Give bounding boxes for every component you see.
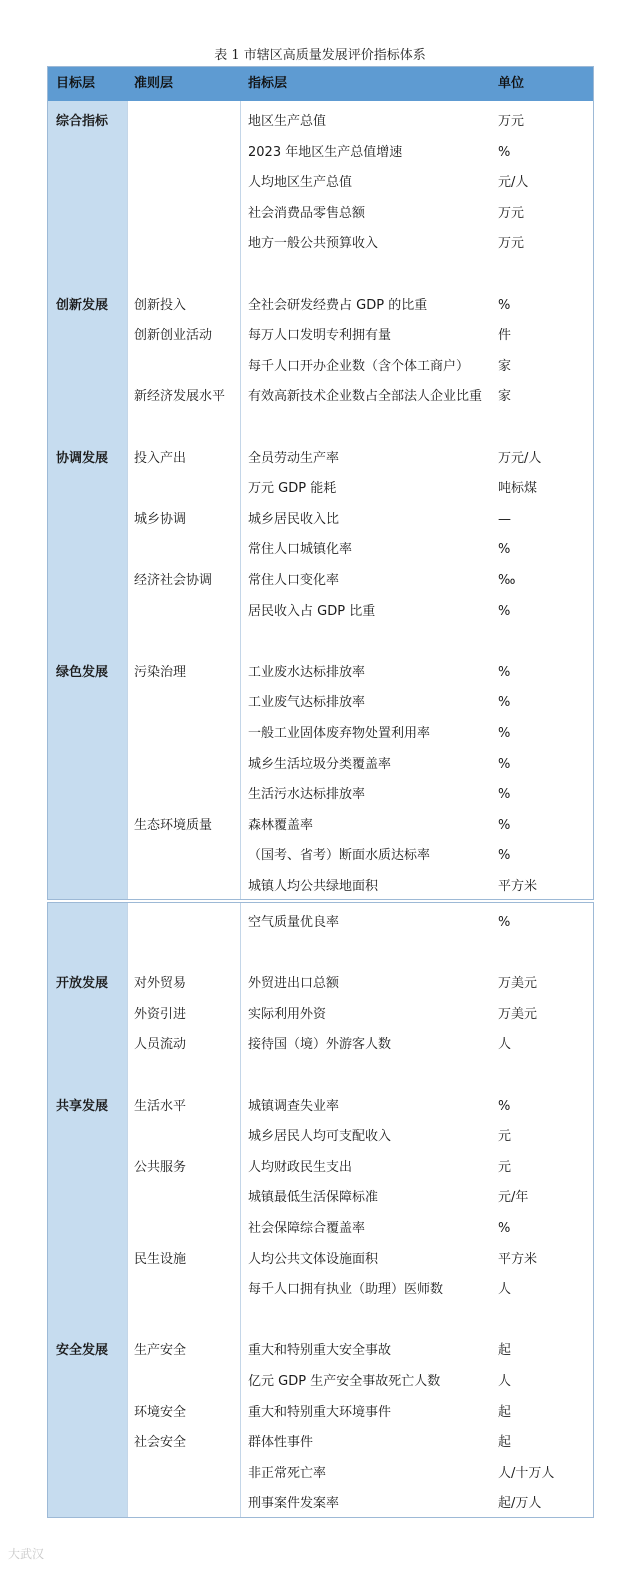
unit-cell — [498, 260, 588, 290]
table-row — [48, 444, 593, 474]
unit-cell: % — [498, 542, 511, 558]
target-cell — [56, 229, 126, 259]
table-row — [48, 1459, 593, 1489]
indicator-cell: 常住人口城镇化率 — [248, 542, 353, 558]
table-row — [48, 872, 593, 902]
target-cell — [56, 1459, 126, 1489]
table-row — [48, 1122, 593, 1152]
indicator-cell: 2023 年地区生产总值增速 — [248, 144, 403, 160]
watermark-logo — [8, 1545, 44, 1562]
indicator-cell: 居民收入占 GDP 比重 — [248, 603, 376, 619]
unit-cell: % — [498, 848, 511, 864]
indicator-cell: 重大和特别重大安全事故 — [248, 1343, 392, 1359]
target-cell — [56, 199, 126, 229]
target-cell — [56, 939, 126, 969]
unit-cell: % — [498, 297, 511, 313]
target-cell — [56, 597, 126, 627]
criteria-cell — [134, 1306, 238, 1336]
target-cell — [56, 1275, 126, 1305]
indicator-cell: 重大和特别重大环境事件 — [248, 1404, 392, 1420]
unit-cell: 元 — [498, 1129, 512, 1145]
table-row — [48, 1428, 593, 1458]
table-row — [48, 969, 593, 999]
indicator-cell — [248, 939, 488, 969]
indicator-cell: 地方一般公共预算收入 — [248, 236, 379, 252]
criteria-cell: 经济社会协调 — [134, 573, 213, 588]
indicator-cell: 刑事案件发案率 — [248, 1496, 340, 1512]
table-row — [48, 908, 593, 938]
table-row — [48, 1275, 593, 1305]
indicator-cell: 城镇调查失业率 — [248, 1098, 340, 1114]
unit-cell: 万元/人 — [498, 450, 542, 466]
criteria-cell: 人员流动 — [134, 1037, 187, 1053]
unit-cell: 起 — [498, 1343, 512, 1359]
unit-cell: 人/十万人 — [498, 1465, 555, 1481]
indicator-cell: 空气质量优良率 — [248, 915, 340, 930]
table-row — [48, 138, 593, 168]
indicator-cell: 接待国（境）外游客人数 — [248, 1037, 392, 1053]
target-cell — [56, 168, 126, 198]
indicator-cell — [248, 627, 488, 657]
criteria-cell — [134, 1275, 238, 1305]
target-cell — [56, 1367, 126, 1397]
unit-cell: % — [498, 603, 511, 619]
target-cell — [56, 474, 126, 504]
table-row — [48, 811, 593, 841]
target-cell — [56, 719, 126, 749]
table-header — [48, 67, 593, 101]
criteria-cell — [134, 1183, 238, 1213]
unit-cell: 万元 — [498, 114, 525, 129]
header-indicator: 指标层 — [248, 76, 288, 91]
indicator-cell: 城乡生活垃圾分类覆盖率 — [248, 756, 392, 772]
target-cell — [56, 566, 126, 596]
table-row — [48, 382, 593, 412]
unit-cell: 人 — [498, 1037, 512, 1053]
table-row — [48, 750, 593, 780]
unit-cell: 起/万人 — [498, 1496, 542, 1512]
criteria-cell: 生态环境质量 — [134, 817, 213, 833]
unit-cell: 人 — [498, 1282, 512, 1298]
target-cell — [56, 908, 126, 938]
unit-cell: 家 — [498, 358, 512, 374]
unit-cell: 元 — [498, 1159, 512, 1175]
unit-cell: % — [498, 664, 511, 680]
table-row — [48, 1030, 593, 1060]
watermark-text: 大武汉 — [8, 1547, 45, 1561]
criteria-cell — [134, 229, 238, 259]
criteria-cell — [134, 1459, 238, 1489]
table-row — [48, 505, 593, 535]
indicator-cell — [248, 260, 488, 290]
criteria-cell: 生产安全 — [134, 1343, 187, 1359]
table-row — [48, 474, 593, 504]
criteria-cell — [134, 168, 238, 198]
indicator-cell: （国考、省考）断面水质达标率 — [248, 848, 431, 864]
indicator-cell: 非正常死亡率 — [248, 1465, 327, 1481]
criteria-cell — [134, 841, 238, 871]
indicator-cell: 群体性事件 — [248, 1435, 314, 1451]
target-cell — [56, 505, 126, 535]
unit-cell: % — [498, 787, 511, 803]
table-row — [48, 780, 593, 810]
target-cell — [56, 382, 126, 412]
target-cell: 协调发展 — [56, 450, 109, 466]
unit-cell — [498, 627, 588, 657]
indicator-cell: 工业废水达标排放率 — [248, 664, 366, 680]
table-row — [48, 352, 593, 382]
unit-cell: 万元 — [498, 205, 525, 221]
unit-cell — [498, 939, 588, 969]
indicator-cell: 亿元 GDP 生产安全事故死亡人数 — [248, 1374, 441, 1389]
table-row — [48, 1398, 593, 1428]
unit-cell: % — [498, 726, 511, 741]
table-row — [48, 1214, 593, 1244]
unit-cell: 万美元 — [498, 976, 538, 992]
criteria-cell: 污染治理 — [134, 664, 187, 680]
unit-cell: 人 — [498, 1374, 512, 1389]
table-row — [48, 597, 593, 627]
indicator-cell — [248, 413, 488, 443]
unit-cell: 平方米 — [498, 879, 538, 894]
criteria-cell — [134, 750, 238, 780]
table-row — [48, 1367, 593, 1397]
table-row — [48, 168, 593, 198]
target-cell — [56, 627, 126, 657]
table-row — [48, 1061, 593, 1091]
criteria-cell — [134, 1122, 238, 1152]
target-cell — [56, 1122, 126, 1152]
indicator-cell: 每万人口发明专利拥有量 — [248, 328, 392, 344]
criteria-cell — [134, 780, 238, 810]
header-unit: 单位 — [498, 76, 525, 91]
criteria-cell — [134, 107, 238, 137]
criteria-cell — [134, 939, 238, 969]
indicator-cell: 外贸进出口总额 — [248, 976, 340, 992]
indicator-cell — [248, 1061, 488, 1091]
unit-cell: 件 — [498, 328, 512, 344]
unit-cell: 万美元 — [498, 1006, 538, 1022]
indicator-cell: 每千人口拥有执业（助理）医师数 — [248, 1282, 444, 1298]
unit-cell: — — [498, 511, 511, 527]
unit-cell: 起 — [498, 1435, 512, 1451]
table-row — [48, 1245, 593, 1275]
criteria-cell: 城乡协调 — [134, 511, 187, 527]
table-row — [48, 1306, 593, 1336]
table-row — [48, 199, 593, 229]
table-row — [48, 939, 593, 969]
target-cell — [56, 872, 126, 902]
table-row — [48, 1336, 593, 1366]
indicator-cell: 森林覆盖率 — [248, 817, 314, 833]
target-cell — [56, 1306, 126, 1336]
unit-cell: % — [498, 144, 511, 160]
unit-cell: % — [498, 695, 511, 711]
criteria-cell — [134, 627, 238, 657]
indicator-cell: 社会消费品零售总额 — [248, 205, 366, 221]
indicator-cell: 城乡居民人均可支配收入 — [248, 1129, 392, 1145]
criteria-cell: 社会安全 — [134, 1435, 187, 1451]
target-cell — [56, 1000, 126, 1030]
target-cell — [56, 260, 126, 290]
target-cell: 综合指标 — [56, 114, 109, 129]
target-cell — [56, 352, 126, 382]
indicator-cell: 地区生产总值 — [248, 114, 327, 129]
criteria-cell: 民生设施 — [134, 1251, 187, 1267]
criteria-cell — [134, 352, 238, 382]
target-cell: 安全发展 — [56, 1343, 109, 1359]
target-cell: 共享发展 — [56, 1098, 109, 1114]
table-row — [48, 1153, 593, 1183]
criteria-cell — [134, 1061, 238, 1091]
indicator-cell: 城乡居民收入比 — [248, 511, 340, 527]
indicator-cell: 城镇人均公共绿地面积 — [248, 879, 379, 894]
criteria-cell — [134, 138, 238, 168]
criteria-cell — [134, 1367, 238, 1397]
target-cell — [56, 811, 126, 841]
table-row — [48, 688, 593, 718]
table-row — [48, 627, 593, 657]
indicator-cell: 全员劳动生产率 — [248, 450, 340, 466]
target-cell — [56, 750, 126, 780]
table-row — [48, 719, 593, 749]
criteria-cell — [134, 199, 238, 229]
target-cell — [56, 1214, 126, 1244]
indicator-cell: 人均公共文体设施面积 — [248, 1251, 379, 1267]
target-cell: 创新发展 — [56, 297, 109, 313]
target-cell: 开放发展 — [56, 976, 109, 992]
unit-cell: 家 — [498, 389, 512, 405]
target-cell — [56, 1428, 126, 1458]
target-cell — [56, 780, 126, 810]
indicator-cell: 实际利用外资 — [248, 1006, 327, 1022]
target-cell — [56, 138, 126, 168]
target-cell — [56, 1489, 126, 1519]
indicator-table-part-2 — [47, 902, 594, 1518]
indicator-cell: 工业废气达标排放率 — [248, 695, 366, 711]
indicator-cell: 有效高新技术企业数占全部法人企业比重 — [248, 389, 483, 405]
unit-cell: 万元 — [498, 236, 525, 252]
criteria-cell: 外资引进 — [134, 1006, 187, 1022]
criteria-cell: 环境安全 — [134, 1404, 187, 1420]
table-row — [48, 291, 593, 321]
criteria-cell — [134, 872, 238, 902]
criteria-cell — [134, 260, 238, 290]
table-row — [48, 1183, 593, 1213]
unit-cell — [498, 1061, 588, 1091]
indicator-cell: 一般工业固体废弃物处置利用率 — [248, 726, 431, 741]
header-criteria: 准则层 — [134, 76, 174, 91]
target-cell — [56, 1183, 126, 1213]
indicator-cell: 社会保障综合覆盖率 — [248, 1221, 366, 1236]
criteria-cell — [134, 908, 238, 938]
unit-cell: % — [498, 915, 511, 930]
criteria-cell — [134, 535, 238, 565]
unit-cell: ‰ — [498, 573, 516, 588]
table-row — [48, 413, 593, 443]
indicator-cell: 生活污水达标排放率 — [248, 787, 366, 803]
target-cell — [56, 321, 126, 351]
criteria-cell — [134, 597, 238, 627]
target-cell — [56, 413, 126, 443]
unit-cell: % — [498, 1221, 511, 1236]
unit-cell: 平方米 — [498, 1251, 538, 1267]
table-row — [48, 321, 593, 351]
criteria-cell — [134, 1214, 238, 1244]
indicator-cell: 万元 GDP 能耗 — [248, 481, 337, 497]
criteria-cell: 生活水平 — [134, 1098, 187, 1114]
indicator-table-part-1 — [47, 66, 594, 900]
header-target: 目标层 — [56, 76, 96, 91]
criteria-cell — [134, 474, 238, 504]
target-cell — [56, 841, 126, 871]
criteria-cell — [134, 413, 238, 443]
indicator-cell: 人均财政民生支出 — [248, 1159, 353, 1175]
table-row — [48, 841, 593, 871]
unit-cell — [498, 1306, 588, 1336]
unit-cell: % — [498, 1098, 511, 1114]
unit-cell: % — [498, 817, 511, 833]
table-row — [48, 1092, 593, 1122]
criteria-cell — [134, 688, 238, 718]
indicator-cell: 人均地区生产总值 — [248, 175, 353, 191]
indicator-cell: 全社会研发经费占 GDP 的比重 — [248, 297, 428, 313]
table-row — [48, 535, 593, 565]
criteria-cell — [134, 1489, 238, 1519]
target-cell — [56, 1030, 126, 1060]
target-cell — [56, 1245, 126, 1275]
unit-cell — [498, 413, 588, 443]
target-cell — [56, 1061, 126, 1091]
table-row — [48, 1489, 593, 1519]
criteria-cell: 对外贸易 — [134, 976, 187, 992]
table-row — [48, 1000, 593, 1030]
indicator-cell — [248, 1306, 488, 1336]
table-row — [48, 658, 593, 688]
criteria-cell: 投入产出 — [134, 450, 187, 466]
indicator-cell: 常住人口变化率 — [248, 573, 340, 588]
table-row — [48, 107, 593, 137]
table-title: 表 1 市辖区高质量发展评价指标体系 — [214, 48, 426, 63]
target-cell — [56, 1398, 126, 1428]
unit-cell: 起 — [498, 1404, 512, 1420]
criteria-cell: 创新创业活动 — [134, 328, 213, 344]
unit-cell: 元/人 — [498, 175, 529, 191]
table-row — [48, 260, 593, 290]
unit-cell: 元/年 — [498, 1190, 529, 1206]
target-cell — [56, 688, 126, 718]
indicator-cell: 城镇最低生活保障标准 — [248, 1190, 379, 1206]
unit-cell: 吨标煤 — [498, 481, 538, 497]
target-cell — [56, 1153, 126, 1183]
criteria-cell — [134, 719, 238, 749]
criteria-cell: 创新投入 — [134, 297, 187, 313]
table-row — [48, 229, 593, 259]
indicator-cell: 每千人口开办企业数（含个体工商户） — [248, 358, 470, 374]
criteria-cell: 新经济发展水平 — [134, 389, 226, 405]
target-cell — [56, 535, 126, 565]
table-row — [48, 566, 593, 596]
unit-cell: % — [498, 756, 511, 772]
target-cell: 绿色发展 — [56, 664, 109, 680]
criteria-cell: 公共服务 — [134, 1159, 187, 1175]
